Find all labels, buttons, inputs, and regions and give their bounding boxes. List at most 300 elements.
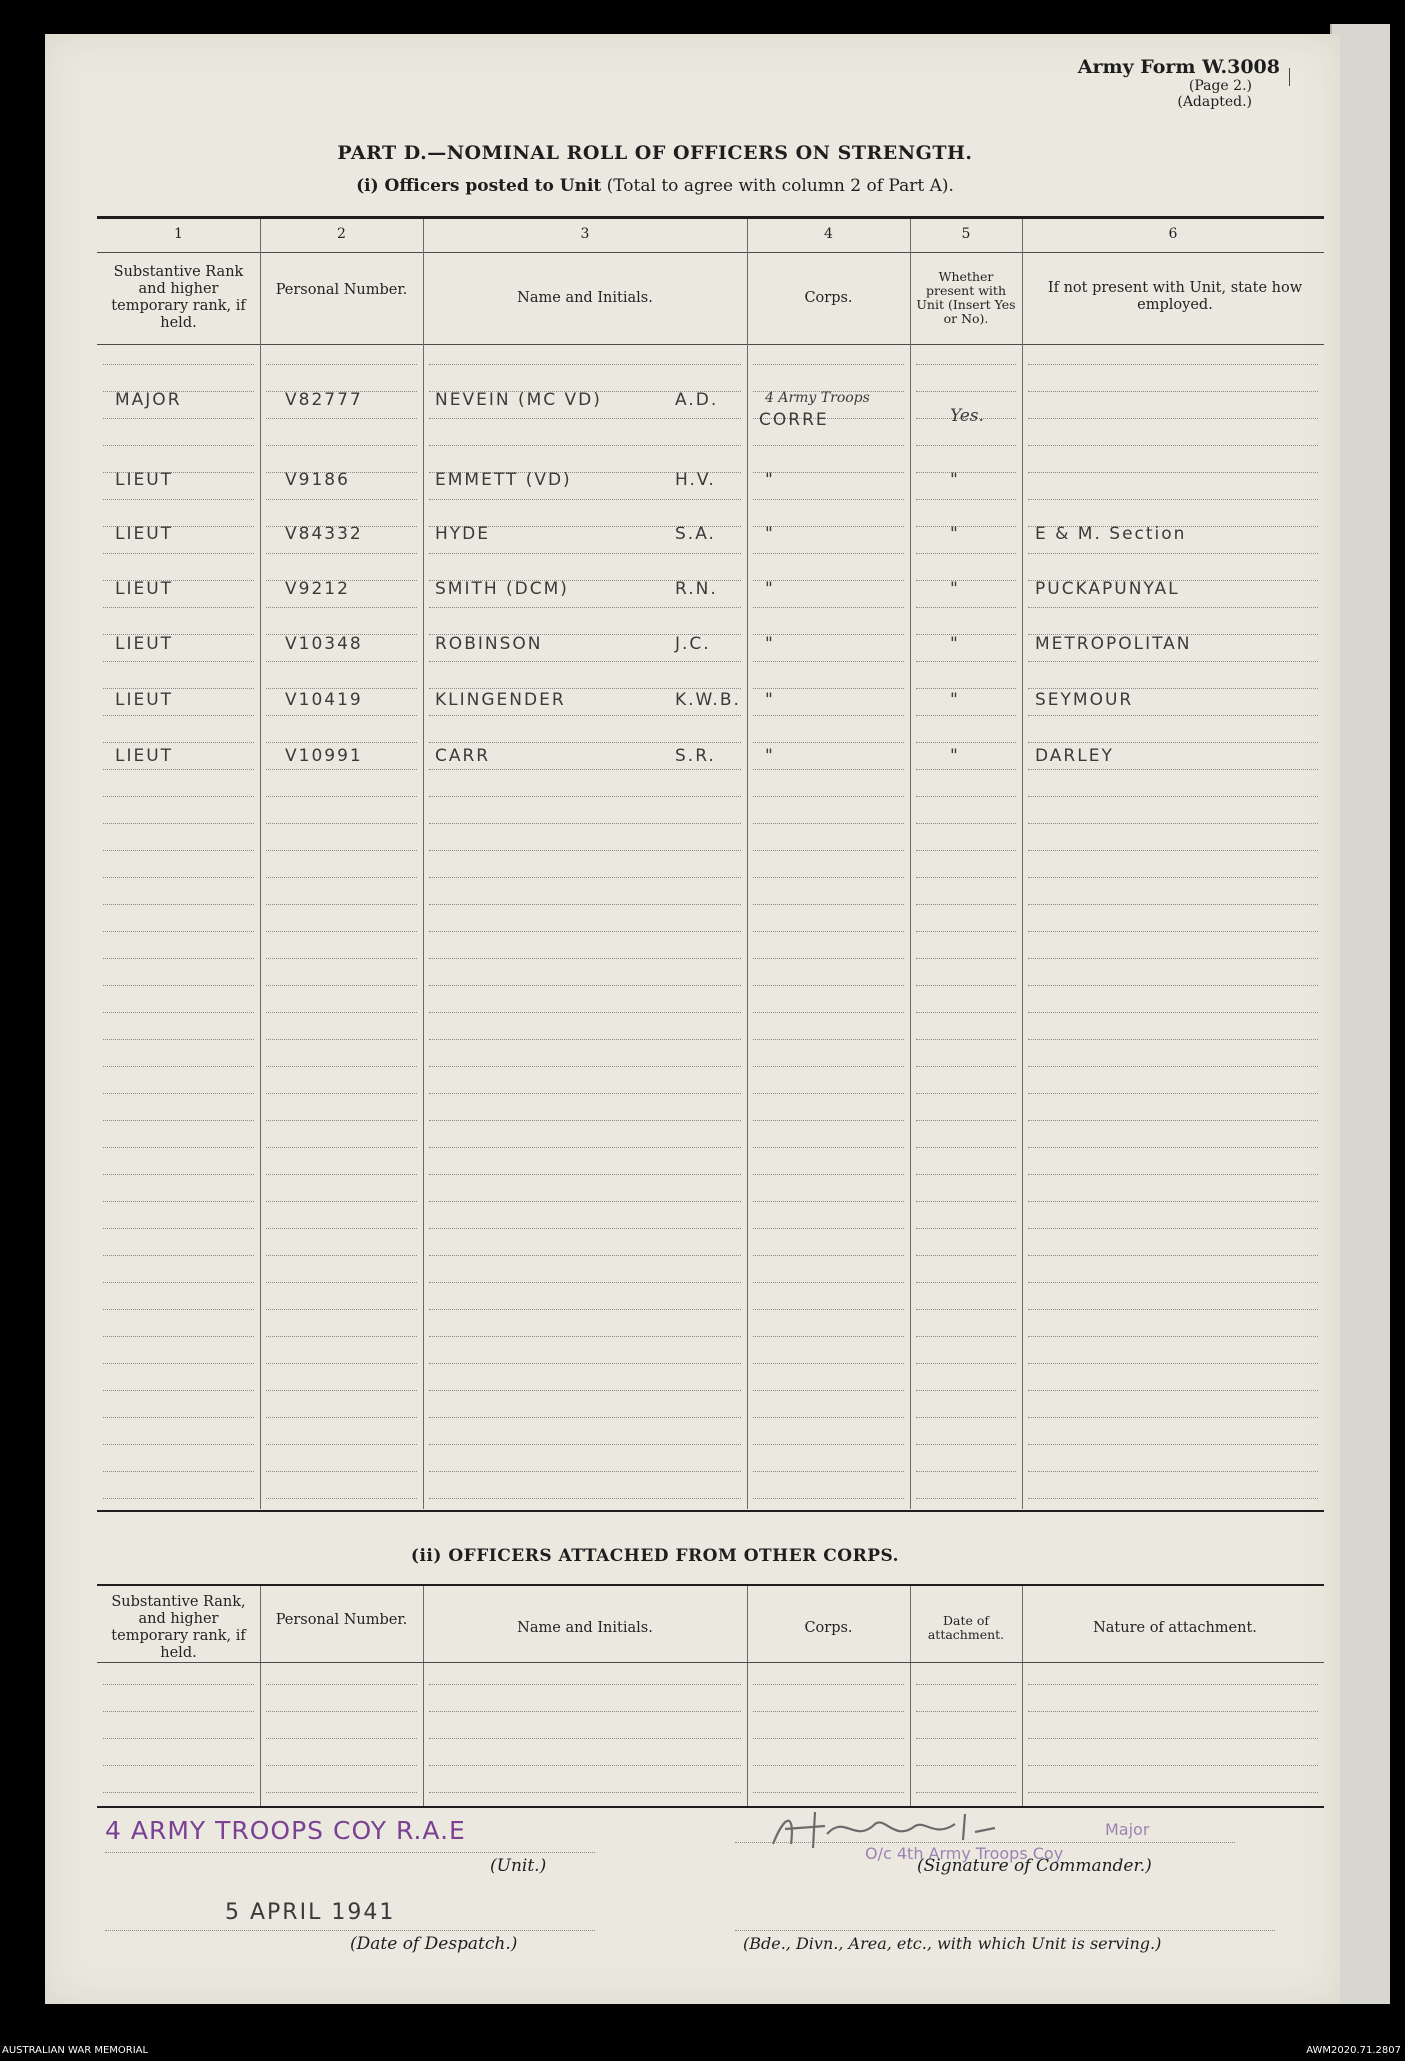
ruled-dotted-line bbox=[266, 1711, 417, 1712]
ruled-dotted-line bbox=[429, 661, 741, 662]
ruled-dotted-line bbox=[429, 1120, 741, 1121]
ruled-dotted-line bbox=[1028, 823, 1318, 824]
ruled-dotted-line bbox=[103, 553, 254, 554]
ruled-dotted-line bbox=[916, 958, 1016, 959]
column-number: 1 bbox=[174, 226, 183, 242]
ruled-dotted-line bbox=[266, 1444, 417, 1445]
header-name: Name and Initials. bbox=[517, 1620, 653, 1636]
column-divider bbox=[747, 1586, 748, 1806]
ruled-dotted-line bbox=[429, 742, 741, 743]
ruled-dotted-line bbox=[753, 1174, 904, 1175]
ruled-dotted-line bbox=[266, 823, 417, 824]
ruled-dotted-line bbox=[1028, 958, 1318, 959]
ruled-dotted-line bbox=[429, 1363, 741, 1364]
ruled-dotted-line bbox=[1028, 1684, 1318, 1685]
ruled-dotted-line bbox=[266, 499, 417, 500]
ruled-dotted-line bbox=[1028, 661, 1318, 662]
header-personal-number: Personal Number. bbox=[275, 1612, 408, 1628]
column-number: 5 bbox=[961, 226, 971, 242]
signature-stamp: O/c 4th Army Troops Coy bbox=[865, 1844, 1064, 1863]
ruled-dotted-line bbox=[916, 823, 1016, 824]
ruled-dotted-line bbox=[916, 661, 1016, 662]
ruled-dotted-line bbox=[916, 1336, 1016, 1337]
ruled-dotted-line bbox=[753, 742, 904, 743]
ruled-dotted-line bbox=[916, 1363, 1016, 1364]
ruled-dotted-line bbox=[266, 904, 417, 905]
ruled-dotted-line bbox=[1028, 1309, 1318, 1310]
ruled-dotted-line bbox=[1028, 391, 1318, 392]
ruled-dotted-line bbox=[753, 1444, 904, 1445]
ruled-dotted-line bbox=[753, 445, 904, 446]
officer-present: " bbox=[950, 524, 960, 544]
ruled-dotted-line bbox=[1028, 1417, 1318, 1418]
part-d-bottom-rule bbox=[97, 1510, 1324, 1512]
ruled-dotted-line bbox=[266, 1684, 417, 1685]
officer-name: ROBINSON bbox=[435, 634, 543, 654]
form-identifier bbox=[1078, 56, 1280, 110]
ruled-dotted-line bbox=[753, 1039, 904, 1040]
ruled-dotted-line bbox=[753, 1066, 904, 1067]
officer-initials: K.W.B. bbox=[675, 690, 741, 710]
ruled-dotted-line bbox=[266, 1792, 417, 1793]
column-divider bbox=[747, 219, 748, 1509]
bde-label: (Bde., Divn., Area, etc., with which Unit is serving.) bbox=[743, 1934, 1162, 1953]
ruled-dotted-line bbox=[429, 1417, 741, 1418]
ruled-dotted-line bbox=[103, 1012, 254, 1013]
ruled-dotted-line bbox=[1028, 418, 1318, 419]
ruled-dotted-line bbox=[753, 1765, 904, 1766]
ruled-dotted-line bbox=[753, 580, 904, 581]
ruled-dotted-line bbox=[266, 1309, 417, 1310]
table-top-rule bbox=[97, 216, 1324, 219]
ruled-dotted-line bbox=[266, 1282, 417, 1283]
ruled-dotted-line bbox=[916, 1174, 1016, 1175]
ruled-dotted-line bbox=[103, 715, 254, 716]
header-corps: Corps. bbox=[804, 290, 853, 306]
ruled-dotted-line bbox=[916, 607, 1016, 608]
ruled-dotted-line bbox=[916, 1417, 1016, 1418]
officer-corps: " bbox=[765, 470, 775, 490]
part-ii-top-rule bbox=[97, 1584, 1324, 1586]
ruled-dotted-line bbox=[916, 1201, 1016, 1202]
officer-number: V9212 bbox=[285, 579, 350, 599]
ruled-dotted-line bbox=[266, 1093, 417, 1094]
officer-number: V9186 bbox=[285, 470, 350, 490]
ruled-dotted-line bbox=[916, 1120, 1016, 1121]
ruled-dotted-line bbox=[916, 742, 1016, 743]
ruled-dotted-line bbox=[753, 1363, 904, 1364]
officer-corps: " bbox=[765, 746, 775, 766]
ruled-dotted-line bbox=[429, 796, 741, 797]
officer-rank: MAJOR bbox=[115, 390, 182, 410]
officer-employment: SEYMOUR bbox=[1035, 690, 1134, 710]
ruled-dotted-line bbox=[103, 1471, 254, 1472]
ruled-dotted-line bbox=[266, 1471, 417, 1472]
ruled-dotted-line bbox=[266, 553, 417, 554]
officer-corps: " bbox=[765, 579, 775, 599]
ruled-dotted-line bbox=[753, 1201, 904, 1202]
ruled-dotted-line bbox=[266, 1255, 417, 1256]
officer-present: " bbox=[950, 690, 960, 710]
ruled-dotted-line bbox=[103, 931, 254, 932]
ruled-dotted-line bbox=[916, 688, 1016, 689]
ruled-dotted-line bbox=[429, 985, 741, 986]
ruled-dotted-line bbox=[266, 742, 417, 743]
column-divider bbox=[260, 219, 261, 1509]
ruled-dotted-line bbox=[103, 1039, 254, 1040]
ruled-dotted-line bbox=[1028, 499, 1318, 500]
ruled-dotted-line bbox=[916, 634, 1016, 635]
ruled-dotted-line bbox=[103, 364, 254, 365]
ruled-dotted-line bbox=[429, 1174, 741, 1175]
ruled-dotted-line bbox=[103, 1120, 254, 1121]
ruled-dotted-line bbox=[1028, 1471, 1318, 1472]
ruled-dotted-line bbox=[916, 1039, 1016, 1040]
ruled-dotted-line bbox=[266, 1498, 417, 1499]
ruled-dotted-line bbox=[266, 1738, 417, 1739]
ruled-dotted-line bbox=[429, 553, 741, 554]
ruled-dotted-line bbox=[753, 553, 904, 554]
unit-label: (Unit.) bbox=[490, 1856, 547, 1876]
ruled-dotted-line bbox=[916, 1390, 1016, 1391]
ruled-dotted-line bbox=[103, 1066, 254, 1067]
ruled-dotted-line bbox=[266, 1765, 417, 1766]
ruled-dotted-line bbox=[753, 877, 904, 878]
officer-present: " bbox=[950, 634, 960, 654]
ruled-dotted-line bbox=[103, 1282, 254, 1283]
ruled-dotted-line bbox=[1028, 877, 1318, 878]
ruled-dotted-line bbox=[753, 823, 904, 824]
ruled-dotted-line bbox=[916, 850, 1016, 851]
signature-label: (Signature of Commander.) bbox=[917, 1856, 1152, 1876]
ruled-dotted-line bbox=[103, 1336, 254, 1337]
column-divider bbox=[910, 1586, 911, 1806]
ruled-dotted-line bbox=[103, 1738, 254, 1739]
ruled-dotted-line bbox=[1028, 715, 1318, 716]
ruled-dotted-line bbox=[1028, 985, 1318, 986]
ruled-dotted-line bbox=[103, 904, 254, 905]
officer-corps: " bbox=[765, 634, 775, 654]
ruled-dotted-line bbox=[916, 445, 1016, 446]
ruled-dotted-line bbox=[429, 1309, 741, 1310]
officer-name: NEVEIN (MC VD) bbox=[435, 390, 602, 410]
ruled-dotted-line bbox=[753, 1120, 904, 1121]
ruled-dotted-line bbox=[103, 1363, 254, 1364]
ruled-dotted-line bbox=[266, 958, 417, 959]
ruled-dotted-line bbox=[916, 1792, 1016, 1793]
ruled-dotted-line bbox=[103, 742, 254, 743]
ruled-dotted-line bbox=[103, 499, 254, 500]
header-employed: If not present with Unit, state how employed. bbox=[1047, 280, 1303, 313]
ruled-dotted-line bbox=[429, 1282, 741, 1283]
footer-collection: AUSTRALIAN WAR MEMORIAL bbox=[2, 2045, 149, 2056]
ruled-dotted-line bbox=[429, 1390, 741, 1391]
ruled-dotted-line bbox=[753, 364, 904, 365]
header-bottom-rule bbox=[97, 344, 1324, 345]
ruled-dotted-line bbox=[429, 1012, 741, 1013]
ruled-dotted-line bbox=[266, 1228, 417, 1229]
ruled-dotted-line bbox=[266, 796, 417, 797]
ruled-dotted-line bbox=[916, 391, 1016, 392]
ruled-dotted-line bbox=[103, 1390, 254, 1391]
ruled-dotted-line bbox=[1028, 553, 1318, 554]
ruled-dotted-line bbox=[753, 904, 904, 905]
ruled-dotted-line bbox=[753, 661, 904, 662]
officer-rank: LIEUT bbox=[115, 470, 174, 490]
ruled-dotted-line bbox=[1028, 1444, 1318, 1445]
ruled-dotted-line bbox=[429, 1684, 741, 1685]
ruled-dotted-line bbox=[916, 985, 1016, 986]
ruled-dotted-line bbox=[266, 1363, 417, 1364]
ruled-dotted-line bbox=[103, 958, 254, 959]
ruled-dotted-line bbox=[103, 1765, 254, 1766]
ruled-dotted-line bbox=[1028, 1201, 1318, 1202]
ruled-dotted-line bbox=[429, 1093, 741, 1094]
ruled-dotted-line bbox=[916, 1498, 1016, 1499]
officer-initials: H.V. bbox=[675, 470, 716, 490]
officer-number: V10991 bbox=[285, 746, 363, 766]
ruled-dotted-line bbox=[1028, 1765, 1318, 1766]
officer-number: V84332 bbox=[285, 524, 363, 544]
ruled-dotted-line bbox=[429, 1228, 741, 1229]
ruled-dotted-line bbox=[1028, 1363, 1318, 1364]
ruled-dotted-line bbox=[1028, 1228, 1318, 1229]
officer-initials: R.N. bbox=[675, 579, 718, 599]
ruled-dotted-line bbox=[1028, 1147, 1318, 1148]
ruled-dotted-line bbox=[266, 715, 417, 716]
officer-rank: LIEUT bbox=[115, 524, 174, 544]
ruled-dotted-line bbox=[103, 1498, 254, 1499]
ruled-dotted-line bbox=[266, 688, 417, 689]
ruled-dotted-line bbox=[1028, 904, 1318, 905]
ruled-dotted-line bbox=[753, 1093, 904, 1094]
ruled-dotted-line bbox=[429, 688, 741, 689]
ruled-dotted-line bbox=[916, 931, 1016, 932]
part-d-subtitle-bold: (i) Officers posted to Unit bbox=[356, 176, 602, 196]
ruled-dotted-line bbox=[266, 1120, 417, 1121]
ruled-dotted-line bbox=[753, 1282, 904, 1283]
ruled-dotted-line bbox=[429, 904, 741, 905]
date-label: (Date of Despatch.) bbox=[350, 1934, 518, 1954]
ruled-dotted-line bbox=[103, 1792, 254, 1793]
ruled-dotted-line bbox=[1028, 1093, 1318, 1094]
ruled-dotted-line bbox=[103, 1201, 254, 1202]
officer-rank: LIEUT bbox=[115, 579, 174, 599]
header-name: Name and Initials. bbox=[517, 290, 653, 306]
bde-line bbox=[735, 1930, 1275, 1931]
officer-present: " bbox=[950, 470, 960, 490]
header-corps: Corps. bbox=[804, 1620, 853, 1636]
officer-name: KLINGENDER bbox=[435, 690, 566, 710]
ruled-dotted-line bbox=[103, 661, 254, 662]
ruled-dotted-line bbox=[429, 958, 741, 959]
ruled-dotted-line bbox=[753, 688, 904, 689]
ruled-dotted-line bbox=[103, 850, 254, 851]
ruled-dotted-line bbox=[266, 364, 417, 365]
ruled-dotted-line bbox=[753, 1255, 904, 1256]
ruled-dotted-line bbox=[103, 1684, 254, 1685]
ruled-dotted-line bbox=[103, 688, 254, 689]
despatch-date: 5 APRIL 1941 bbox=[225, 1900, 396, 1925]
column-number: 2 bbox=[337, 226, 346, 242]
officer-rank: LIEUT bbox=[115, 746, 174, 766]
part-ii-bottom-rule bbox=[97, 1806, 1324, 1808]
ruled-dotted-line bbox=[429, 1039, 741, 1040]
ruled-dotted-line bbox=[429, 1255, 741, 1256]
ruled-dotted-line bbox=[103, 1093, 254, 1094]
ruled-dotted-line bbox=[916, 796, 1016, 797]
ruled-dotted-line bbox=[266, 661, 417, 662]
ruled-dotted-line bbox=[103, 796, 254, 797]
ruled-dotted-line bbox=[429, 445, 741, 446]
pen-tick-mark bbox=[1289, 68, 1290, 86]
ruled-dotted-line bbox=[1028, 1336, 1318, 1337]
ruled-dotted-line bbox=[753, 1498, 904, 1499]
ruled-dotted-line bbox=[429, 1147, 741, 1148]
ruled-dotted-line bbox=[753, 1792, 904, 1793]
ruled-dotted-line bbox=[429, 1444, 741, 1445]
header-date-of-attachment: Date of attachment. bbox=[927, 1613, 1005, 1642]
ruled-dotted-line bbox=[266, 1201, 417, 1202]
ruled-dotted-line bbox=[429, 1201, 741, 1202]
ruled-dotted-line bbox=[103, 877, 254, 878]
ruled-dotted-line bbox=[916, 1309, 1016, 1310]
officer-number: V10348 bbox=[285, 634, 363, 654]
ruled-dotted-line bbox=[266, 1174, 417, 1175]
ruled-dotted-line bbox=[753, 931, 904, 932]
signature-line bbox=[735, 1842, 1235, 1843]
ruled-dotted-line bbox=[1028, 931, 1318, 932]
ruled-dotted-line bbox=[916, 1684, 1016, 1685]
column-number: 4 bbox=[824, 226, 833, 242]
form-adapted: (Adapted.) bbox=[1177, 94, 1252, 110]
ruled-dotted-line bbox=[103, 1147, 254, 1148]
part-d-title: PART D.—NOMINAL ROLL OF OFFICERS ON STRENGTH. bbox=[337, 142, 973, 164]
ruled-dotted-line bbox=[429, 850, 741, 851]
officer-initials: S.R. bbox=[675, 746, 716, 766]
ruled-dotted-line bbox=[429, 715, 741, 716]
ruled-dotted-line bbox=[266, 1066, 417, 1067]
ruled-dotted-line bbox=[916, 1012, 1016, 1013]
ruled-dotted-line bbox=[266, 985, 417, 986]
ruled-dotted-line bbox=[103, 418, 254, 419]
ruled-dotted-line bbox=[753, 850, 904, 851]
ruled-dotted-line bbox=[103, 1228, 254, 1229]
ruled-dotted-line bbox=[916, 1444, 1016, 1445]
ruled-dotted-line bbox=[916, 877, 1016, 878]
unit-line bbox=[105, 1852, 595, 1853]
officer-employment: PUCKAPUNYAL bbox=[1035, 579, 1180, 599]
part-ii-title: (ii) OFFICERS ATTACHED FROM OTHER CORPS. bbox=[410, 1546, 900, 1566]
header-rank: Substantive Rank, and higher temporary rank, if held. bbox=[111, 1594, 246, 1661]
ruled-dotted-line bbox=[1028, 1282, 1318, 1283]
ruled-dotted-line bbox=[429, 1336, 741, 1337]
ruled-dotted-line bbox=[429, 931, 741, 932]
ruled-dotted-line bbox=[916, 769, 1016, 770]
ruled-dotted-line bbox=[266, 1417, 417, 1418]
ruled-dotted-line bbox=[103, 1711, 254, 1712]
ruled-dotted-line bbox=[266, 769, 417, 770]
ruled-dotted-line bbox=[916, 364, 1016, 365]
officer-corps-continued: CORRE bbox=[759, 410, 829, 430]
ruled-dotted-line bbox=[103, 1174, 254, 1175]
ruled-dotted-line bbox=[266, 1336, 417, 1337]
form-name: Army Form W.3008 bbox=[1077, 56, 1280, 78]
ruled-dotted-line bbox=[1028, 1738, 1318, 1739]
header-nature-of-attachment: Nature of attachment. bbox=[1093, 1620, 1257, 1636]
ruled-dotted-line bbox=[753, 1738, 904, 1739]
column-number: 6 bbox=[1168, 226, 1178, 242]
column-divider bbox=[423, 1586, 424, 1806]
date-line bbox=[105, 1930, 595, 1931]
ruled-dotted-line bbox=[103, 769, 254, 770]
ruled-dotted-line bbox=[753, 1711, 904, 1712]
part-d-subtitle bbox=[45, 176, 1265, 196]
ruled-dotted-line bbox=[916, 580, 1016, 581]
ruled-dotted-line bbox=[103, 985, 254, 986]
form-page-number: (Page 2.) bbox=[1188, 78, 1252, 94]
ruled-dotted-line bbox=[1028, 850, 1318, 851]
header-present: Whether present with Unit (Insert Yes or No). bbox=[916, 269, 1016, 326]
ruled-dotted-line bbox=[1028, 742, 1318, 743]
officer-employment: METROPOLITAN bbox=[1035, 634, 1192, 654]
officer-present: " bbox=[950, 746, 960, 766]
header-personal-number: Personal Number. bbox=[275, 282, 408, 298]
ruled-dotted-line bbox=[916, 1228, 1016, 1229]
ruled-dotted-line bbox=[916, 1255, 1016, 1256]
ruled-dotted-line bbox=[916, 526, 1016, 527]
ruled-dotted-line bbox=[266, 877, 417, 878]
ruled-dotted-line bbox=[916, 904, 1016, 905]
ruled-dotted-line bbox=[266, 445, 417, 446]
ruled-dotted-line bbox=[1028, 472, 1318, 473]
column-divider bbox=[1022, 219, 1023, 1509]
ruled-dotted-line bbox=[429, 823, 741, 824]
ruled-dotted-line bbox=[429, 1471, 741, 1472]
ruled-dotted-line bbox=[1028, 769, 1318, 770]
ruled-dotted-line bbox=[1028, 1039, 1318, 1040]
ruled-dotted-line bbox=[916, 553, 1016, 554]
ruled-dotted-line bbox=[103, 445, 254, 446]
ruled-dotted-line bbox=[753, 526, 904, 527]
ruled-dotted-line bbox=[753, 1471, 904, 1472]
ruled-dotted-line bbox=[753, 499, 904, 500]
unit-stamp: 4 ARMY TROOPS COY R.A.E bbox=[105, 1816, 466, 1845]
column-number-rule bbox=[97, 252, 1324, 253]
ruled-dotted-line bbox=[753, 1228, 904, 1229]
signature-rank: Major bbox=[1105, 1820, 1150, 1839]
ruled-dotted-line bbox=[753, 796, 904, 797]
ruled-dotted-line bbox=[753, 1336, 904, 1337]
ruled-dotted-line bbox=[753, 769, 904, 770]
ruled-dotted-line bbox=[429, 499, 741, 500]
ruled-dotted-line bbox=[916, 1738, 1016, 1739]
ruled-dotted-line bbox=[753, 472, 904, 473]
ruled-dotted-line bbox=[1028, 1174, 1318, 1175]
ruled-dotted-line bbox=[429, 877, 741, 878]
ruled-dotted-line bbox=[753, 985, 904, 986]
ruled-dotted-line bbox=[1028, 1792, 1318, 1793]
ruled-dotted-line bbox=[103, 1417, 254, 1418]
ruled-dotted-line bbox=[429, 1792, 741, 1793]
officer-corps: " bbox=[765, 690, 775, 710]
ruled-dotted-line bbox=[103, 1309, 254, 1310]
ruled-dotted-line bbox=[429, 1066, 741, 1067]
ruled-dotted-line bbox=[753, 715, 904, 716]
officer-name: EMMETT (VD) bbox=[435, 470, 572, 490]
ruled-dotted-line bbox=[266, 1039, 417, 1040]
ruled-dotted-line bbox=[916, 1711, 1016, 1712]
